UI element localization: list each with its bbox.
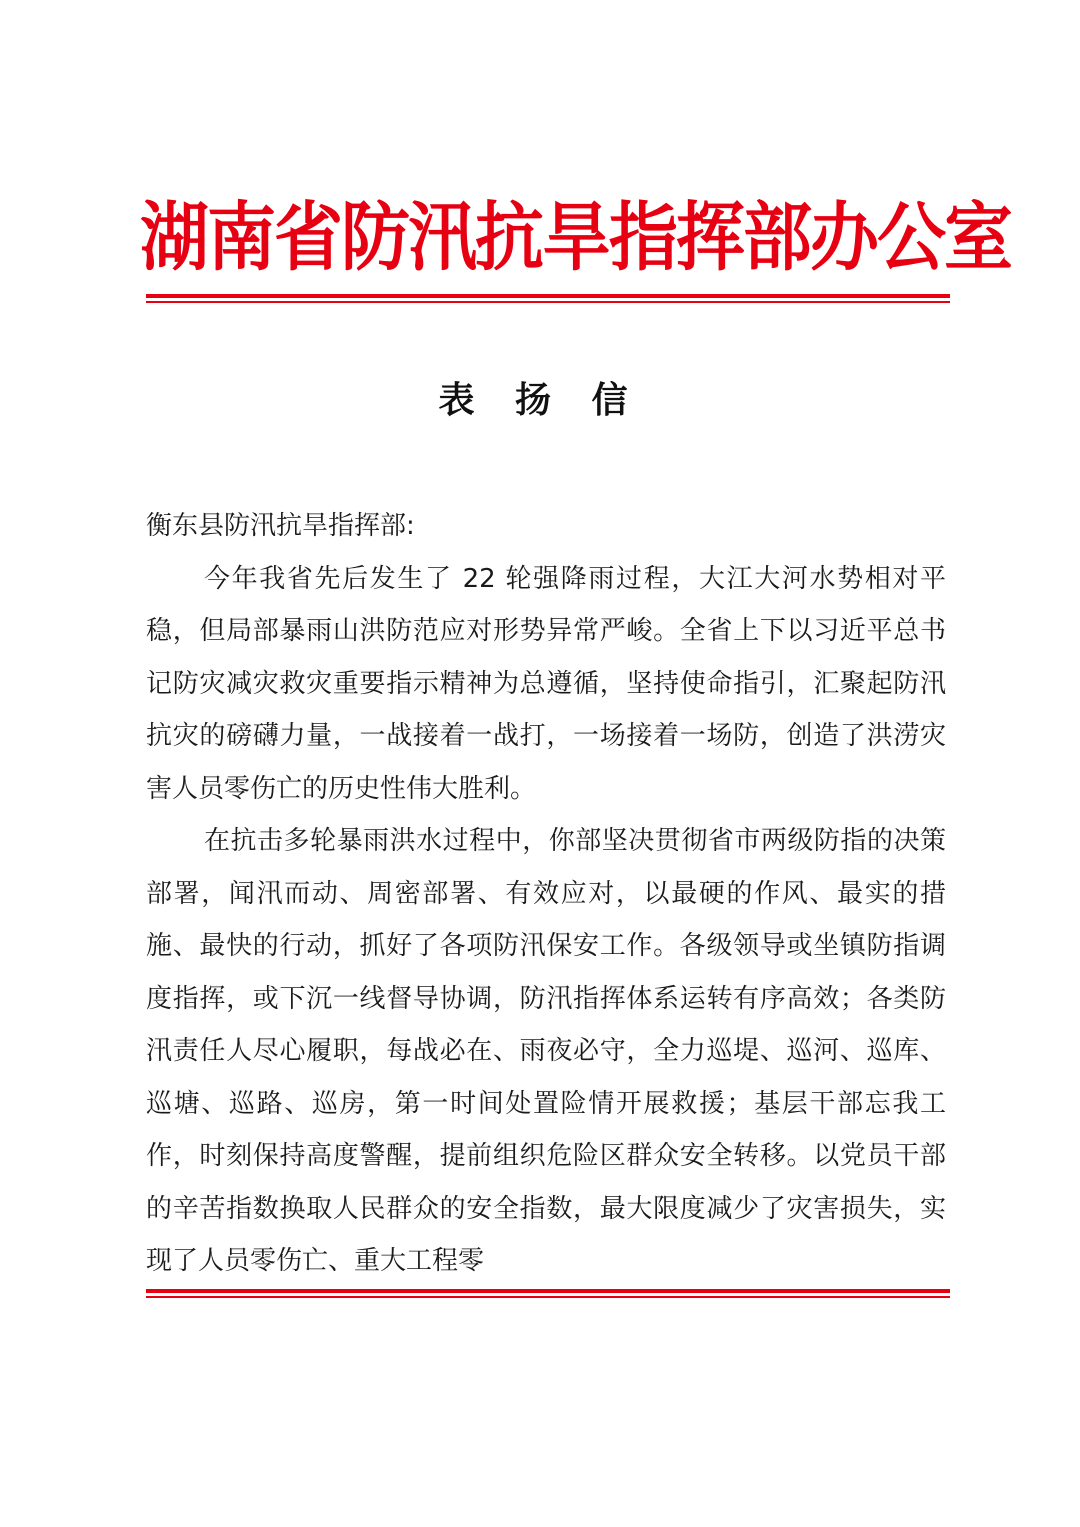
letterhead-org-name: 湖南省防汛抗旱指挥部办公室 — [140, 193, 1011, 282]
footer-rule-thick — [146, 1289, 950, 1293]
salutation: 衡东县防汛抗旱指挥部: — [146, 511, 415, 541]
footer-rule-thin — [146, 1296, 950, 1298]
paragraph-2: 在抗击多轮暴雨洪水过程中，你部坚决贯彻省市两级防指的决策部署，闻汛而动、周密部署、有效应对，以最硬的作风、最实的措施、最快的行动，抓好了各项防汛保安工作。各级领导或坐镇防指调度指挥，或下沉一线督导协调，防汛指挥体系运转有序高效；各类防汛责任人尽心履职，每战必在、雨夜必守，全力巡堤、巡河、巡库、巡塘、巡路、巡房，第一时间处置险情开展救援；基层干部忘我工作，时刻保持高度警醒，提前组织危险区群众安全转移。以党员干部的辛苦指数换取人民群众的安全指数，最大限度减少了灾害损失，实现了人员零伤亡、重大工程零 — [146, 826, 946, 1276]
letterhead-rule-thin — [146, 301, 950, 303]
letter-body — [146, 500, 946, 1288]
paragraph-1: 今年我省先后发生了 22 轮强降雨过程，大江大河水势相对平稳，但局部暴雨山洪防范应对形势异常严峻。全省上下以习近平总书记防灾减灾救灾重要指示精神为总遵循，坚持使命指引，汇聚起防汛抗灾的磅礴力量，一战接着一战打，一场接着一场防，创造了洪涝灾害人员零伤亡的历史性伟大胜利。 — [146, 563, 946, 804]
letterhead-rule-thick — [146, 294, 950, 298]
document-title: 表 扬 信 — [438, 379, 642, 421]
